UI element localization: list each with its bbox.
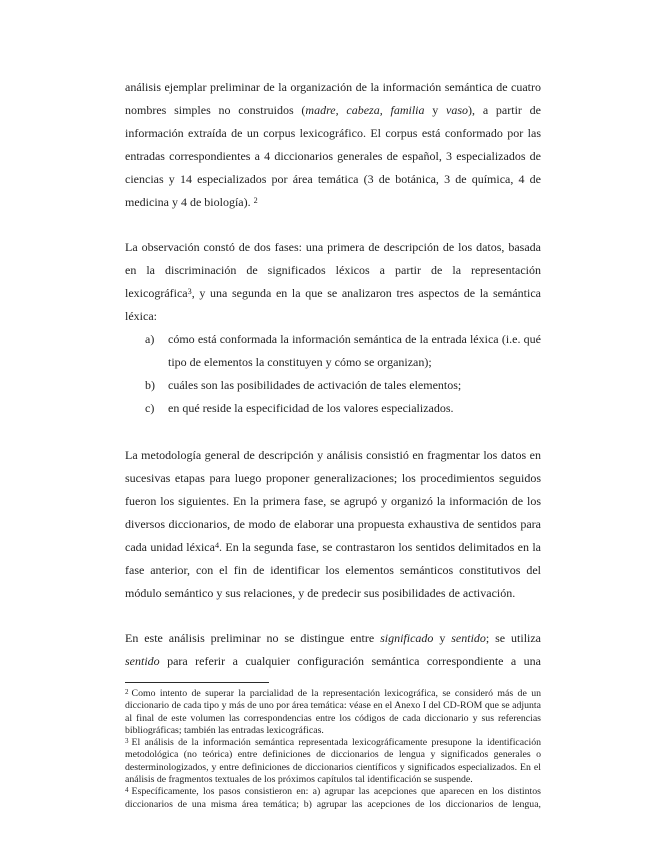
list-item-c-text: en qué reside la especificidad de los valores especializados.: [168, 401, 454, 415]
paragraph-intro: análisis ejemplar preliminar de la organización de la información semántica de cuatro nombres simples no construidos (madre, cabeza, familia y vaso), a partir de información extraída de un corpus lexicográfico. El corpus está conformado por las entradas correspondientes a 4 diccionarios generales de español, 3 especializados de ciencias y 14 especializados por área temática (3 de botánica, 3 de química, 4 de medicina y 4 de biología). $^2$: [125, 80, 541, 209]
footnote-4: [125, 786, 541, 811]
footnotes-section: [125, 688, 541, 811]
paragraph-methodology: La metodología general de descripción y análisis consistió en fragmentar los datos en sucesivas etapas para luego proponer generalizaciones; los procedimientos seguidos fueron los siguientes. En la primera fase, se agrupó y organizó la información de los diversos diccionarios, de modo de elaborar una propuesta exhaustiva de sentidos para cada unidad léxica$^4$. En la segunda fase, se contrastaron los sentidos delimitados en la fase anterior, con el fin de identificar los elementos semánticos constitutivos del módulo semántico y sus relaciones, y de predecir sus posibilidades de activación.: [125, 448, 541, 600]
list-item-b-text: cuáles son las posibilidades de activación de tales elementos;: [168, 378, 462, 392]
list-marker-a: a): [145, 332, 155, 346]
footnote-2-text: Como intento de superar la parcialidad de la representación lexicográfica, se consideró más de un diccionario de cada tipo y más de uno por área temática: véase en el Anexo I del CD-ROM que se adjunta al final de este volumen las correspondencias entre los códigos de cada diccionario y sus referencias bibliográficas; también las entradas lexicográficas.: [125, 688, 541, 736]
footnote-4-text: Específicamente, los pasos consistieron en: a) agrupar las acepciones que aparecen en los distintos diccionarios de una misma área temática; b) agrupar las acepciones de los diccionarios de lengua,: [125, 786, 541, 810]
paragraph-terminology: En este análisis preliminar no se distingue entre significado y sentido; se utiliza sentido para referir a cualquier configuración semántica correspondiente a una: [125, 631, 542, 668]
paragraph-observation: La observación constó de dos fases: una primera de descripción de los datos, basada en la discriminación de significados léxicos a partir de la representación lexicográfica$^3$, y una segunda en la que se analizaron tres aspectos de la semántica léxica:: [125, 240, 541, 323]
list-marker-b: b): [145, 378, 155, 392]
footnote-3-text: El análisis de la información semántica representada lexicográficamente presupone la identificación metodológica (no teórica) entre definiciones de diccionarios de lengua y significados generales o desterminologizados, y entre definiciones de diccionarios científicos y significados especializados. En el análisis de fragmentos textuales de los próximos capítulos tal identificación se suspende.: [125, 737, 541, 786]
footnote-3-marker: 3: [125, 736, 129, 745]
list-item-a: [145, 328, 541, 374]
footnote-2: [125, 688, 541, 737]
list-item-b: [145, 374, 541, 397]
footnote-2-marker: 2: [125, 687, 129, 696]
footnote-separator: [125, 682, 269, 683]
page-content: [125, 76, 541, 811]
footnote-4-marker: 4: [125, 785, 129, 794]
aspects-list: [125, 328, 541, 420]
list-item-c: [145, 397, 541, 420]
list-marker-c: c): [145, 401, 155, 415]
footnote-3: [125, 737, 541, 786]
list-item-a-text: cómo está conformada la información semántica de la entrada léxica (i.e. qué tipo de elementos la constituyen y cómo se organizan);: [168, 332, 541, 369]
